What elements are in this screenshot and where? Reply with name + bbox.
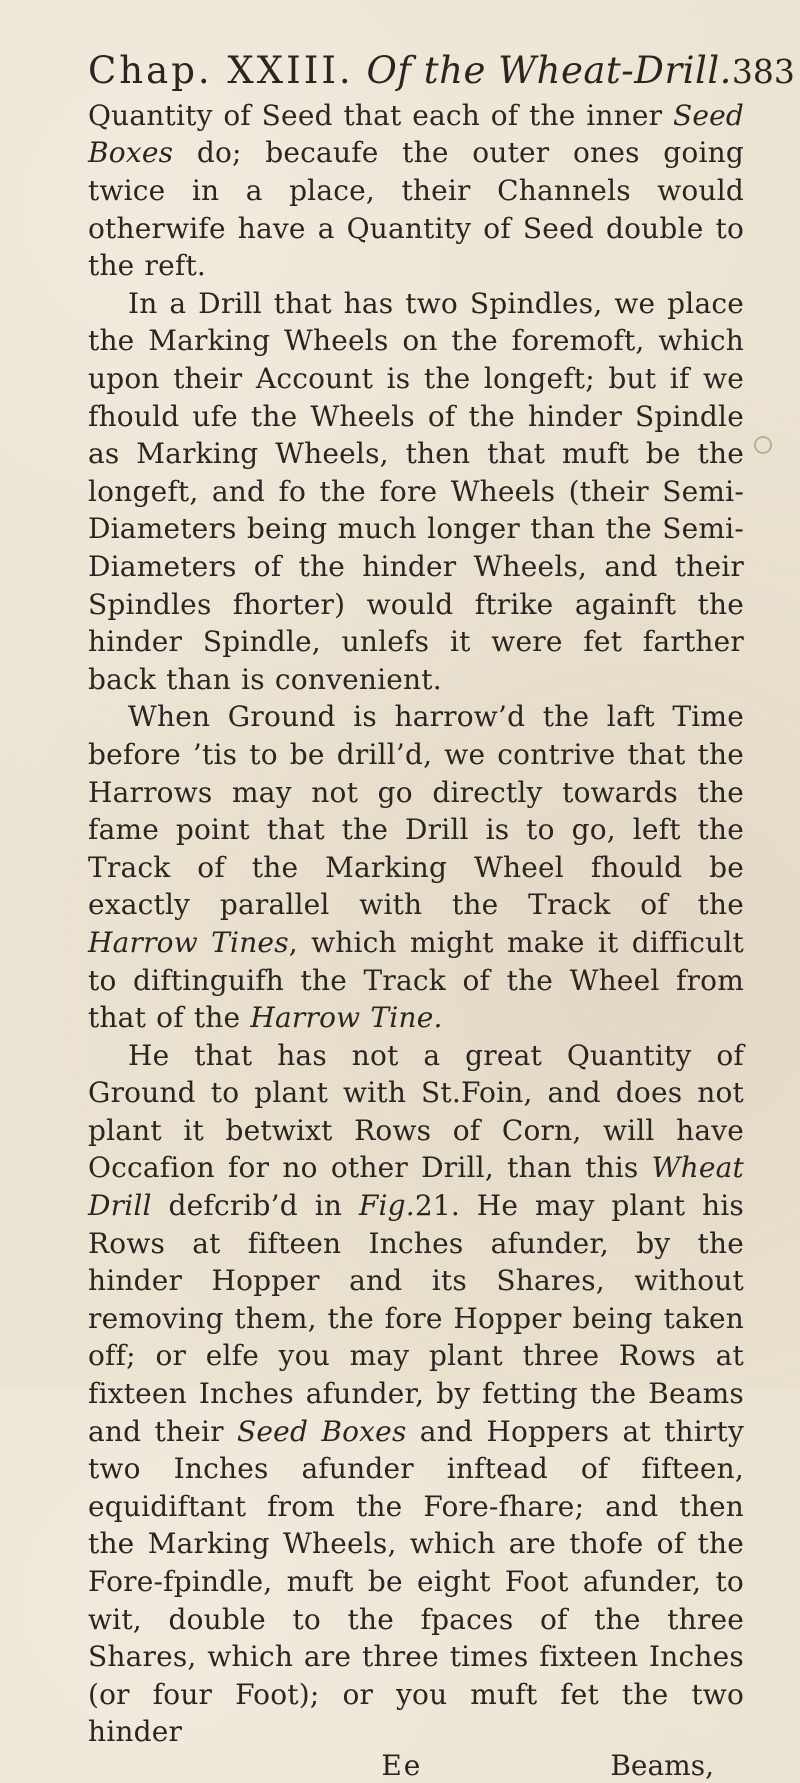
catchline (88, 1749, 744, 1783)
signature-mark: Ee (381, 1748, 423, 1782)
text-run: do; becaufe the outer ones going twice in a place, their Channels would otherwife have a Quantity of Seed double to the reft. (88, 136, 744, 283)
catchword: Beams, (610, 1748, 714, 1782)
text-run: , which might make it difficult to diftinguifh the Track of the Wheel from that of the (88, 925, 744, 1035)
text-run: and Hoppers at thirty two Inches afunder inftead of fifteen, equidiftant from the Fore-fhare; and then the Marking Wheels, which are thofe of the Fore-fpindle, muft be eight Foot afunder, to wit, double to the fpaces of the three Shares, which are three times fixteen Inches (or four Foot); or you muft fet the two hinder (88, 1414, 744, 1749)
text-run: He that has not a great Quantity of Ground to plant with St.Foin, and does not plant it betwixt Rows of Corn, will have Occafion for no other Drill, than this (88, 1038, 744, 1185)
paragraph (88, 698, 744, 1036)
paragraph (88, 97, 744, 285)
italic-run: Wheat Drill (88, 1151, 744, 1223)
running-head (88, 49, 795, 92)
running-title: Of the Wheat-Drill. (366, 49, 732, 92)
body-text (88, 97, 744, 1751)
text-run: 21. He may plant his Rows at fifteen Inches afunder, by the hinder Hopper and its Shares, without removing them, the fore Hopper being taken off; or elfe you may plant three Rows at fixteen Inches afunder, by fetting the Beams and their (88, 1189, 744, 1448)
running-head-left (88, 49, 732, 92)
margin-stain (754, 436, 772, 454)
paragraph (88, 285, 744, 699)
chapter-label: Chap. XXIII. (88, 49, 354, 92)
italic-run: Seed Boxes (237, 1414, 407, 1448)
text-run: Quantity of Seed that each of the inner (88, 98, 673, 132)
paragraph (88, 1037, 744, 1751)
italic-run: Harrow Tine. (250, 1001, 443, 1035)
page-number: 383 (731, 52, 795, 91)
text-run: In a Drill that has two Spindles, we place the Marking Wheels on the foremoft, which upon their Account is the longeft; but if we fhould ufe the Wheels of the hinder Spindle as Marking Wheels, then that muft be the longeft, and fo the fore Wheels (their Semi-Diameters being much longer than the Semi-Diameters of the hinder Wheels, and their Spindles fhorter) would ftrike againft the hinder Spindle, unlefs it were fet farther back than is convenient. (88, 286, 744, 696)
italic-run: Harrow Tines (88, 925, 289, 959)
text-run: When Ground is harrow’d the laft Time before ’tis to be drill’d, we contrive that the Harrows may not go directly towards the fame point that the Drill is to go, left the Track of the Marking Wheel fhould be exactly parallel with the Track of the (88, 700, 744, 922)
italic-run: Seed Boxes (88, 98, 744, 170)
text-run: defcrib’d in (151, 1189, 359, 1223)
italic-run: Fig. (358, 1189, 415, 1223)
